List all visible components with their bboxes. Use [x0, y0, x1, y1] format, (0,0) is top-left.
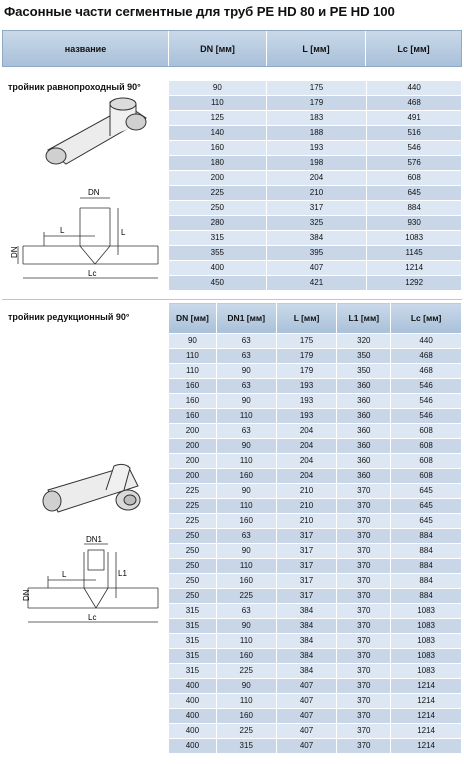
table-cell: 280 [169, 216, 267, 231]
table-cell: 1214 [391, 709, 462, 724]
table-cell: 90 [216, 679, 276, 694]
table-cell: 110 [216, 499, 276, 514]
table-cell: 90 [169, 81, 267, 96]
table-row [169, 529, 462, 544]
table-cell: 370 [337, 739, 391, 754]
table-row [169, 619, 462, 634]
reducing-tee-label-l1: L1 [118, 569, 127, 578]
reducing-tee-label-lc: Lc [88, 613, 97, 622]
table-cell: 370 [337, 694, 391, 709]
table-row [169, 739, 462, 754]
table-row [169, 574, 462, 589]
table-cell: 407 [276, 709, 337, 724]
table-row [169, 469, 462, 484]
table-cell: 608 [367, 171, 462, 186]
table-cell: 204 [266, 171, 367, 186]
table-cell: 400 [169, 724, 217, 739]
table-row [169, 499, 462, 514]
table-row [169, 679, 462, 694]
table-cell: 1145 [367, 246, 462, 261]
table-cell: 315 [169, 231, 267, 246]
table-cell: 645 [391, 514, 462, 529]
table-cell: 370 [337, 574, 391, 589]
table-cell: 250 [169, 544, 217, 559]
table-cell: 125 [169, 111, 267, 126]
table-cell: 110 [216, 634, 276, 649]
table-cell: 395 [266, 246, 367, 261]
table-cell: 370 [337, 604, 391, 619]
table-cell: 884 [391, 574, 462, 589]
table-cell: 370 [337, 664, 391, 679]
table-cell: 315 [169, 604, 217, 619]
table-cell: 1083 [391, 649, 462, 664]
table-cell: 160 [216, 514, 276, 529]
table-cell: 407 [276, 739, 337, 754]
header-name: название [3, 31, 169, 66]
table-cell: 63 [216, 334, 276, 349]
table-cell: 370 [337, 559, 391, 574]
header-lc: Lc [мм] [397, 43, 430, 54]
table-cell: 1083 [391, 664, 462, 679]
table-cell: 140 [169, 126, 267, 141]
table-cell: 370 [337, 499, 391, 514]
table-cell: 200 [169, 454, 217, 469]
table-cell: 204 [276, 454, 337, 469]
table-cell: 160 [169, 141, 267, 156]
table-cell: 110 [169, 364, 217, 379]
table-cell: 204 [276, 439, 337, 454]
table-cell: 317 [266, 201, 367, 216]
table-cell: 225 [169, 514, 217, 529]
table-cell: 370 [337, 589, 391, 604]
table-cell: 400 [169, 261, 267, 276]
table-cell: 468 [391, 349, 462, 364]
table-cell: 360 [337, 469, 391, 484]
table-cell: 370 [337, 514, 391, 529]
header-l: L [мм] [267, 31, 366, 66]
table-cell: 350 [337, 364, 391, 379]
table-cell: 63 [216, 604, 276, 619]
table-cell: 90 [216, 619, 276, 634]
header-dn: DN [мм] [169, 31, 267, 66]
table-row [169, 514, 462, 529]
table-cell: 370 [337, 649, 391, 664]
table-cell: 384 [276, 604, 337, 619]
table-cell: 355 [169, 246, 267, 261]
table-row [169, 126, 462, 141]
table-cell: 225 [169, 484, 217, 499]
table-cell: 200 [169, 171, 267, 186]
table-cell: 1292 [367, 276, 462, 291]
table-row [169, 349, 462, 364]
table-cell: 188 [266, 126, 367, 141]
table-cell: 1083 [391, 634, 462, 649]
table-row [169, 394, 462, 409]
table-cell: 468 [367, 96, 462, 111]
table-cell: 1083 [391, 619, 462, 634]
table-row [169, 709, 462, 724]
table-cell: 175 [266, 81, 367, 96]
table-cell: 315 [169, 649, 217, 664]
table-cell: 884 [391, 589, 462, 604]
table-cell: 225 [216, 664, 276, 679]
table-cell: 315 [169, 619, 217, 634]
table-cell: 440 [391, 334, 462, 349]
table-cell: 200 [169, 469, 217, 484]
table-cell: 160 [169, 409, 217, 424]
equal-tee-label-l-vert: L [121, 228, 126, 237]
table-cell: 384 [266, 231, 367, 246]
table-row [169, 156, 462, 171]
table-cell: 360 [337, 409, 391, 424]
table-cell: 1214 [367, 261, 462, 276]
table-row [169, 664, 462, 679]
table-row [169, 439, 462, 454]
table-cell: 90 [216, 544, 276, 559]
table-cell: 407 [276, 694, 337, 709]
table-cell: 370 [337, 619, 391, 634]
table-cell: 407 [276, 679, 337, 694]
table-cell: 200 [169, 424, 217, 439]
table-cell: 400 [169, 694, 217, 709]
table-cell: 546 [391, 379, 462, 394]
table-cell: 63 [216, 349, 276, 364]
table-cell: 110 [216, 694, 276, 709]
table-cell: 370 [337, 484, 391, 499]
table-cell: 884 [391, 544, 462, 559]
table-cell: 370 [337, 529, 391, 544]
table-cell: 250 [169, 574, 217, 589]
table-cell: 645 [391, 484, 462, 499]
table-row [169, 484, 462, 499]
table-cell: 360 [337, 439, 391, 454]
table-cell: 384 [276, 619, 337, 634]
table-cell: 160 [169, 394, 217, 409]
equal-tee-table [168, 80, 462, 291]
col-l: L [мм] [276, 303, 337, 334]
table-cell: 63 [216, 529, 276, 544]
table-cell: 384 [276, 649, 337, 664]
table-cell: 608 [391, 424, 462, 439]
table-row [169, 171, 462, 186]
table-cell: 370 [337, 544, 391, 559]
table-cell: 360 [337, 424, 391, 439]
table-row [169, 409, 462, 424]
table-cell: 1083 [367, 231, 462, 246]
equal-tee-label-l: L [60, 226, 65, 235]
table-cell: 407 [266, 261, 367, 276]
table-cell: 360 [337, 379, 391, 394]
table-cell: 160 [169, 379, 217, 394]
section-divider [2, 299, 462, 300]
table-cell: 193 [266, 141, 367, 156]
table-cell: 90 [169, 334, 217, 349]
equal-tee-label-lc: Lc [88, 269, 97, 278]
table-cell: 160 [216, 574, 276, 589]
table-cell: 110 [216, 559, 276, 574]
table-row [169, 111, 462, 126]
table-cell: 250 [169, 559, 217, 574]
reducing-tee-label-dn-side: DN [22, 589, 31, 601]
table-cell: 421 [266, 276, 367, 291]
table-cell: 930 [367, 216, 462, 231]
table-cell: 210 [276, 499, 337, 514]
table-cell: 110 [169, 349, 217, 364]
section2-title: тройник редукционный 90° [8, 312, 130, 322]
table-row [169, 334, 462, 349]
table-cell: 250 [169, 589, 217, 604]
table-cell: 1214 [391, 694, 462, 709]
table-cell: 63 [216, 424, 276, 439]
table-cell: 180 [169, 156, 267, 171]
table-row [169, 424, 462, 439]
table-cell: 320 [337, 334, 391, 349]
table-cell: 546 [391, 409, 462, 424]
table-row [169, 559, 462, 574]
table-cell: 210 [276, 484, 337, 499]
reducing-tee-label-dn1: DN1 [86, 535, 103, 544]
table-cell: 210 [266, 186, 367, 201]
table-cell: 210 [276, 514, 337, 529]
table-cell: 407 [276, 724, 337, 739]
col-l1: L1 [мм] [337, 303, 391, 334]
table-cell: 608 [391, 454, 462, 469]
table-row [169, 186, 462, 201]
table-cell: 63 [216, 379, 276, 394]
table-cell: 90 [216, 364, 276, 379]
table-cell: 90 [216, 394, 276, 409]
table-cell: 225 [169, 499, 217, 514]
table-cell: 400 [169, 709, 217, 724]
col-dn: DN [мм] [169, 303, 217, 334]
table-cell: 110 [169, 96, 267, 111]
table-cell: 160 [216, 649, 276, 664]
table-cell: 1214 [391, 739, 462, 754]
table-cell: 110 [216, 409, 276, 424]
table-row [169, 261, 462, 276]
table-cell: 384 [276, 634, 337, 649]
table-cell: 360 [337, 394, 391, 409]
table-row [169, 201, 462, 216]
table-cell: 317 [276, 589, 337, 604]
section1-title: тройник равнопроходный 90° [8, 82, 141, 92]
table-row [169, 96, 462, 111]
table-cell: 179 [276, 349, 337, 364]
reducing-tee-label-l: L [62, 570, 67, 579]
table-cell: 400 [169, 679, 217, 694]
table-cell: 440 [367, 81, 462, 96]
table-cell: 160 [216, 469, 276, 484]
table-cell: 225 [216, 589, 276, 604]
table-cell: 645 [367, 186, 462, 201]
table-cell: 884 [391, 529, 462, 544]
table-cell: 1214 [391, 679, 462, 694]
table-cell: 193 [276, 409, 337, 424]
table-row [169, 649, 462, 664]
table-row [169, 589, 462, 604]
table-cell: 250 [169, 201, 267, 216]
table-cell: 193 [276, 394, 337, 409]
table-row [169, 231, 462, 246]
table-cell: 183 [266, 111, 367, 126]
table-cell: 193 [276, 379, 337, 394]
table-cell: 225 [169, 186, 267, 201]
table-cell: 608 [391, 469, 462, 484]
table-cell: 884 [367, 201, 462, 216]
table-cell: 516 [367, 126, 462, 141]
table-cell: 90 [216, 439, 276, 454]
table-cell: 576 [367, 156, 462, 171]
table-cell: 175 [276, 334, 337, 349]
table-row [169, 216, 462, 231]
table-cell: 884 [391, 559, 462, 574]
table-cell: 370 [337, 634, 391, 649]
table-cell: 370 [337, 679, 391, 694]
table-cell: 546 [391, 394, 462, 409]
table-cell: 350 [337, 349, 391, 364]
table-cell: 179 [266, 96, 367, 111]
table-cell: 315 [169, 634, 217, 649]
table-row [169, 141, 462, 156]
table-row [169, 604, 462, 619]
col-lc: Lc [мм] [391, 303, 462, 334]
table-cell: 384 [276, 664, 337, 679]
table-cell: 360 [337, 454, 391, 469]
reducing-tee-drawing [18, 460, 168, 640]
table-cell: 250 [169, 529, 217, 544]
table-cell: 546 [367, 141, 462, 156]
table-cell: 225 [216, 724, 276, 739]
table-row [169, 364, 462, 379]
table-cell: 370 [337, 724, 391, 739]
table-cell: 204 [276, 424, 337, 439]
table-cell: 317 [276, 574, 337, 589]
reducing-tee-table [168, 302, 462, 754]
page-title: Фасонные части сегментные для труб PE HD 80 и PE HD 100 [4, 4, 395, 19]
table-cell: 110 [216, 454, 276, 469]
equal-tee-label-dn-side: DN [10, 246, 19, 258]
table-row [169, 379, 462, 394]
table-row [169, 81, 462, 96]
table-cell: 179 [276, 364, 337, 379]
table-cell: 608 [391, 439, 462, 454]
table-cell: 1214 [391, 724, 462, 739]
table-row [169, 276, 462, 291]
table-cell: 200 [169, 439, 217, 454]
table-cell: 491 [367, 111, 462, 126]
table-cell: 1083 [391, 604, 462, 619]
table-row [169, 634, 462, 649]
table-cell: 325 [266, 216, 367, 231]
table-row [169, 694, 462, 709]
table-cell: 450 [169, 276, 267, 291]
table-row [169, 724, 462, 739]
table-header [2, 30, 462, 67]
table-cell: 160 [216, 709, 276, 724]
col-dn1: DN1 [мм] [216, 303, 276, 334]
table-row [169, 246, 462, 261]
table-cell: 400 [169, 739, 217, 754]
table-cell: 204 [276, 469, 337, 484]
equal-tee-label-dn: DN [88, 188, 100, 197]
table-cell: 645 [391, 499, 462, 514]
table-cell: 315 [216, 739, 276, 754]
table-cell: 317 [276, 559, 337, 574]
table-cell: 90 [216, 484, 276, 499]
table-row [169, 544, 462, 559]
table-cell: 315 [169, 664, 217, 679]
table-cell: 370 [337, 709, 391, 724]
equal-tee-drawing [10, 98, 168, 298]
table-cell: 317 [276, 529, 337, 544]
table-cell: 468 [391, 364, 462, 379]
table-row [169, 454, 462, 469]
table-cell: 198 [266, 156, 367, 171]
table-cell: 317 [276, 544, 337, 559]
